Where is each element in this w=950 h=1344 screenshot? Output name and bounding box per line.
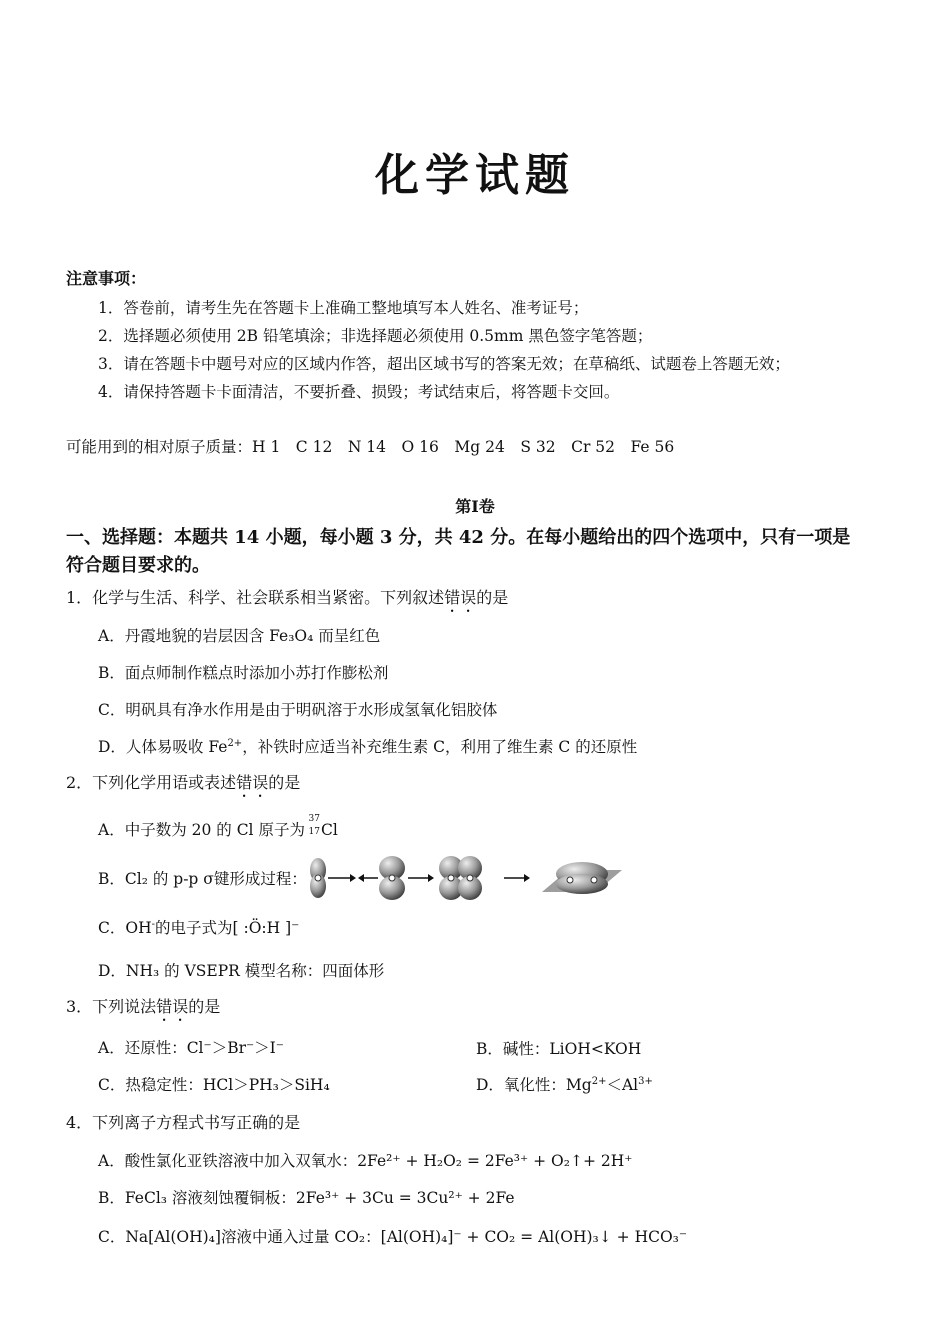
stem-emphasis: 错误 [156, 997, 189, 1016]
arrow-icon [524, 874, 530, 882]
mass-number: 37 [308, 814, 320, 824]
atomic-masses: 可能用到的相对原子质量：H 1 C 12 N 14 O 16 Mg 24 S 32 Cr 52 Fe 56 [66, 438, 675, 456]
q3-option-c: C．热稳定性：HCl＞PH₃＞SiH₄ [98, 1076, 330, 1094]
charge: 2+ [591, 1075, 607, 1087]
question-4-stem: 4．下列离子方程式书写正确的是 [66, 1113, 301, 1132]
element-symbol: Cl [320, 821, 338, 839]
q4-option-c: C．Na[Al(OH)₄]溶液中通入过量 CO₂：[Al(OH)₄]⁻ + CO₂ = Al(OH)₃↓ + HCO₃⁻ [98, 1228, 688, 1246]
q2-option-c [98, 919, 299, 938]
stem-text: 的是 [188, 997, 221, 1016]
charge: 2+ [227, 737, 243, 749]
q3-option-d [476, 1076, 653, 1095]
sigma-bond-icon [542, 862, 622, 894]
option-text: D．人体易吸收 Fe [98, 738, 228, 756]
notice-item: 1．答卷前，请考生先在答题卡上准确工整地填写本人姓名、准考证号； [98, 299, 589, 317]
stem-text: 的是 [476, 588, 509, 607]
notice-item: 2．选择题必须使用 2B 铅笔填涂；非选择题必须使用 0.5mm 黑色签字笔答题； [98, 327, 653, 345]
page-title: 化学试题 [375, 150, 575, 201]
volume-heading: 第Ⅰ卷 [455, 497, 495, 516]
stem-text: 3．下列说法 [66, 997, 157, 1016]
stem-emphasis: 错误 [444, 588, 477, 607]
stem-text: 2．下列化学用语或表述 [66, 773, 237, 792]
q3-option-b: B．碱性：LiOH<KOH [476, 1040, 642, 1058]
q1-option-a: A．丹霞地貌的岩层因含 Fe₃O₄ 而呈红色 [98, 627, 381, 645]
charge: 3+ [638, 1075, 653, 1087]
option-text: ＜Al [606, 1076, 639, 1094]
q2-option-a [98, 814, 338, 840]
option-text: ，补铁时应适当补充维生素 C，利用了维生素 C 的还原性 [242, 738, 638, 756]
isotope-notation [305, 814, 321, 837]
section-heading-line1: 一、选择题：本题共 14 小题，每小题 3 分，共 42 分。在每小题给出的四个选项中，只有一项是 [66, 527, 851, 548]
option-text: 的电子式为 [154, 919, 233, 937]
q4-option-b: B．FeCl₃ 溶液刻蚀覆铜板：2Fe³⁺ + 3Cu = 3Cu²⁺ + 2Fe [98, 1189, 515, 1207]
option-text: A．中子数为 20 的 Cl 原子为 [98, 821, 305, 839]
q2-option-b: B．Cl₂ 的 p-p σ键形成过程： [98, 870, 307, 888]
q1-option-c: C．明矾具有净水作用是由于明矾溶于水形成氢氧化铝胶体 [98, 701, 498, 719]
arrow-icon [350, 874, 356, 882]
lewis-formula: [ :Ö:H ]⁻ [232, 919, 300, 937]
notice-item: 4．请保持答题卡卡面清洁，不要折叠、损毁；考试结束后，将答题卡交回。 [98, 383, 620, 401]
q1-option-d [98, 738, 637, 757]
option-text: D．氧化性：Mg [476, 1076, 592, 1094]
stem-emphasis: 错误 [236, 773, 269, 792]
overlap-orbital-icon [439, 856, 482, 900]
stem-text: 1．化学与生活、科学、社会联系相当紧密。下列叙述 [66, 588, 445, 607]
stem-text: 的是 [268, 773, 301, 792]
q1-option-b: B．面点师制作糕点时添加小苏打作膨松剂 [98, 664, 389, 682]
q4-option-a: A．酸性氯化亚铁溶液中加入双氧水：2Fe²⁺ + H₂O₂ = 2Fe³⁺ + O₂↑+ 2H⁺ [98, 1152, 633, 1170]
section-heading-line2: 符合题目要求的。 [66, 555, 210, 576]
option-text: C．OH [98, 919, 152, 937]
atomic-number: 17 [308, 827, 320, 837]
p-orbital-icon [310, 858, 326, 898]
notice-heading: 注意事项： [66, 269, 147, 288]
arrow-icon [428, 874, 434, 882]
charge: - [151, 918, 155, 930]
p-orbital-icon [379, 856, 405, 900]
arrow-icon [358, 874, 364, 882]
question-2-stem [66, 773, 300, 801]
question-1-stem [66, 588, 508, 616]
sigma-bond-diagram [306, 852, 628, 904]
notice-item: 3．请在答题卡中题号对应的区域内作答，超出区域书写的答案无效；在草稿纸、试题卷上答题无效； [98, 355, 790, 373]
question-3-stem [66, 997, 220, 1025]
q3-option-a: A．还原性：Cl⁻＞Br⁻＞I⁻ [98, 1039, 284, 1057]
q2-option-d: D．NH₃ 的 VSEPR 模型名称：四面体形 [98, 962, 385, 980]
